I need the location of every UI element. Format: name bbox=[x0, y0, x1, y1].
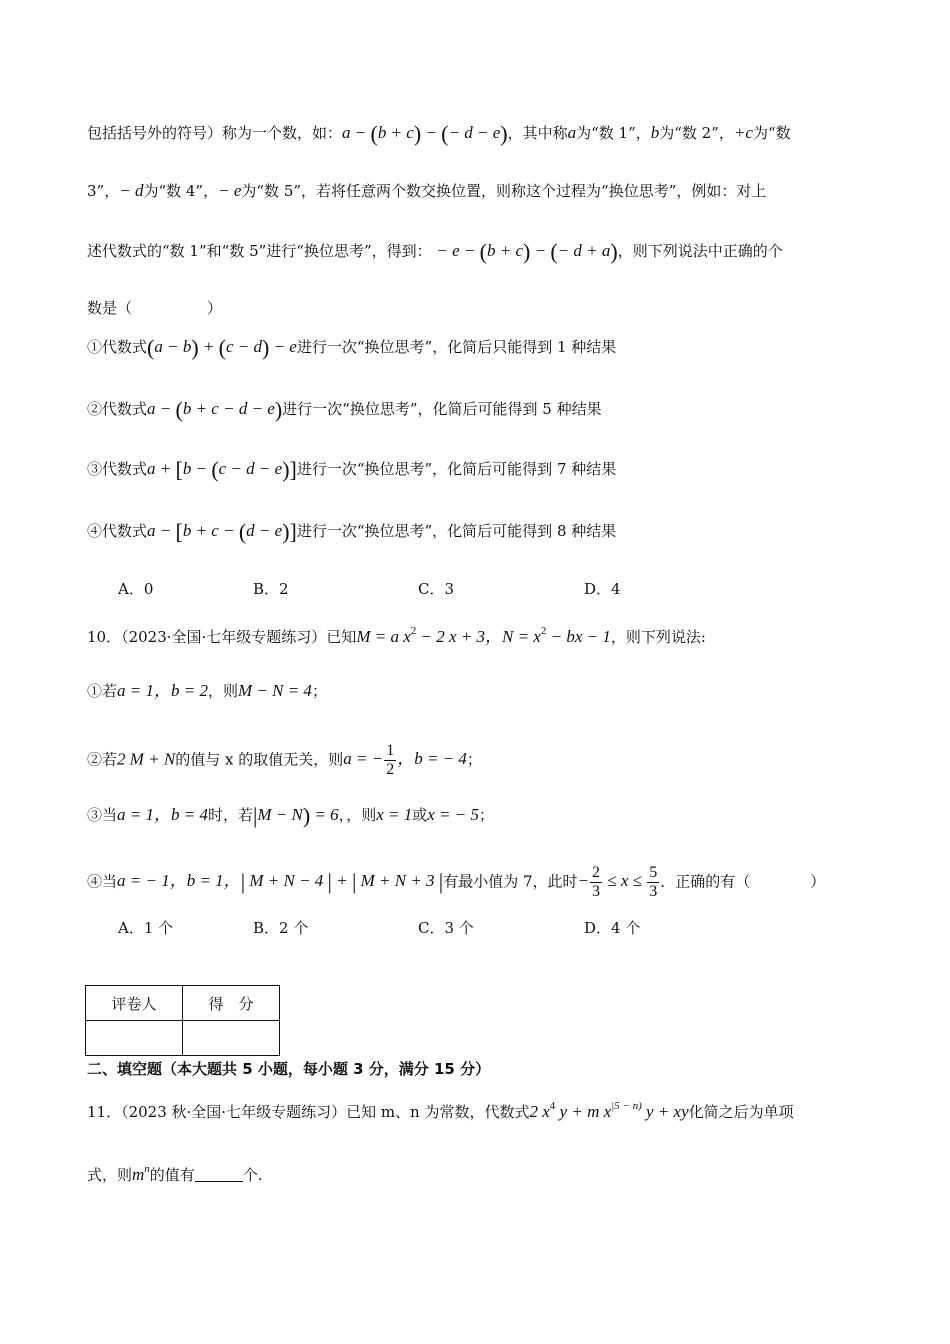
q9-text: 为“数 5”，若将任意两个数交换位置，则称这个过程为“换位思考”，例如：对上 bbox=[241, 182, 767, 200]
math-m-power-n: $m^n$ bbox=[132, 1163, 150, 1184]
q10-definitions: M = a $x^2 - 2$ x + 3，$N = x^2$ − bx − 1 bbox=[356, 625, 611, 646]
q9-text: 为“数 1”， bbox=[576, 124, 651, 142]
q11-head bbox=[87, 1095, 867, 1123]
statement-prefix: ③当 bbox=[87, 806, 118, 824]
q9-text: ，则下列说法中正确的个 bbox=[617, 242, 783, 260]
statement-result: x = 1 bbox=[376, 805, 413, 824]
q9-text: 为“数 2”， bbox=[659, 124, 734, 142]
statement-suffix: 进行一次“换位思考”，化简后可能得到 5 种结果 bbox=[282, 400, 602, 418]
q9-statement-3 bbox=[87, 458, 867, 481]
statement-suffix: 进行一次“换位思考”，化简后可能得到 8 种结果 bbox=[296, 522, 617, 540]
statement-result: x = − 5 bbox=[427, 805, 480, 824]
score-table bbox=[85, 985, 280, 1056]
q9-text: 3”， bbox=[87, 182, 120, 200]
math-minus-d: − d bbox=[119, 181, 144, 200]
q11-expression: 2 $x^4$ y + m $x^{|5 - n)}$ y + xy bbox=[529, 1100, 689, 1121]
q10-text: 10．（2023·全国·七年级专题练习）已知 bbox=[87, 628, 357, 646]
q9-line-4: 数是（ ） bbox=[87, 299, 223, 317]
q9-statement-4 bbox=[87, 520, 867, 543]
q11-line-2 bbox=[87, 1158, 867, 1186]
q10-head bbox=[87, 620, 867, 648]
statement-prefix: ①代数式 bbox=[87, 338, 148, 356]
statement-suffix: 进行一次“换位思考”，化简后只能得到 1 种结果 bbox=[296, 338, 617, 356]
math-a: a bbox=[567, 123, 577, 142]
q9-swapped-expression: − e − (b + c) − (− d + a) bbox=[436, 239, 618, 264]
statement-condition: a = − 1，b = 1，| M + N − 4 | + | M + N + 3 | bbox=[117, 869, 444, 895]
statement-text: 时，若 bbox=[207, 806, 253, 824]
statement-text: ，则 bbox=[346, 806, 377, 824]
math-minus-e: − e bbox=[218, 181, 242, 200]
q11-text: 的值有 bbox=[149, 1166, 195, 1184]
q9-line-3 bbox=[87, 240, 867, 263]
statement-expression: 2 M + N bbox=[117, 749, 176, 769]
q9-line-2 bbox=[87, 180, 867, 202]
score-table-header-score: 得 分 bbox=[183, 986, 280, 1021]
statement-expression: a + [b − (c − d − e)] bbox=[147, 457, 297, 482]
statement-suffix: 进行一次“换位思考”，化简后可能得到 7 种结果 bbox=[296, 460, 617, 478]
statement-text: 或 bbox=[412, 806, 428, 824]
q10-statement-1: ①若a = 1，b = 2，则M − N = 4； bbox=[87, 681, 327, 700]
score-table-grader-cell[interactable] bbox=[86, 1021, 183, 1056]
q10-option-b[interactable]: B．2 个 bbox=[253, 919, 309, 937]
statement-prefix: ①若 bbox=[87, 682, 118, 700]
q11-text: 化简之后为单项 bbox=[688, 1103, 794, 1121]
q9-option-c[interactable]: C．3 bbox=[418, 580, 455, 598]
q9-text: 为“数 bbox=[752, 124, 791, 142]
statement-result: M − N = 4 bbox=[237, 681, 312, 700]
q11-text: 11．（2023 秋·全国·七年级专题练习）已知 m、n 为常数，代数式 bbox=[87, 1103, 530, 1121]
statement-result: a = − $\frac{1}{2}$ ，b = − 4 bbox=[343, 742, 467, 778]
statement-condition: a = 1，b = 4 bbox=[117, 805, 208, 824]
q9-example-expression: a − (b + c) − (− d − e) bbox=[342, 121, 508, 146]
q9-option-b[interactable]: B．2 bbox=[253, 580, 289, 598]
statement-text: 有最小值为 7，此时 bbox=[443, 872, 578, 891]
q10-statement-4 bbox=[87, 864, 867, 901]
q9-statement-2 bbox=[87, 398, 867, 421]
math-plus-c: +c bbox=[733, 123, 753, 142]
q9-option-d[interactable]: D．4 bbox=[584, 580, 621, 598]
q10-text: ，则下列说法: bbox=[610, 628, 706, 646]
statement-prefix: ③代数式 bbox=[87, 460, 148, 478]
q10-statement-3: ③当a = 1，b = 4时，若|M − N) = 6，，则x = 1或x = − 5； bbox=[87, 803, 495, 828]
q10-option-a[interactable]: A．1 个 bbox=[118, 919, 174, 937]
statement-suffix: ．正确的有（ ） bbox=[660, 872, 826, 891]
score-table-header-grader: 评卷人 bbox=[86, 986, 183, 1021]
statement-prefix: ②若 bbox=[87, 750, 118, 769]
statement-prefix: ④当 bbox=[87, 872, 118, 891]
q9-text: ，其中称 bbox=[507, 124, 568, 142]
statement-expression: a − [b + c − (d − e)] bbox=[147, 519, 297, 544]
q9-statement-1 bbox=[87, 336, 867, 359]
q11-text: 个. bbox=[242, 1166, 263, 1184]
statement-prefix: ④代数式 bbox=[87, 522, 148, 540]
q11-text: 式，则 bbox=[87, 1166, 133, 1184]
math-b: b bbox=[650, 123, 660, 142]
statement-expression: a − (b + c − d − e) bbox=[147, 397, 283, 422]
q9-option-a[interactable]: A．0 bbox=[118, 580, 154, 598]
q10-option-c[interactable]: C．3 个 bbox=[418, 919, 474, 937]
q9-text: 述代数式的“数 1”和“数 5”进行“换位思考”，得到： bbox=[87, 242, 432, 260]
statement-prefix: ②代数式 bbox=[87, 400, 148, 418]
statement-condition: a = 1，b = 2 bbox=[117, 681, 208, 700]
score-table-score-cell[interactable] bbox=[183, 1021, 280, 1056]
statement-text: ，则 bbox=[207, 682, 238, 700]
q9-text: 包括括号外的符号）称为一个数，如： bbox=[87, 124, 343, 142]
statement-expression: (a − b) + (c − d) − e bbox=[147, 335, 297, 360]
statement-expression: |M − N) = 6 bbox=[252, 803, 339, 828]
section-2-heading: 二、填空题（本大题共 5 小题，每小题 3 分，满分 15 分） bbox=[87, 1060, 491, 1078]
answer-blank[interactable] bbox=[195, 1167, 243, 1182]
statement-result: − $\frac{2}{3}$ ≤ x ≤ $\frac{5}{3}$ bbox=[577, 864, 658, 900]
q10-option-d[interactable]: D．4 个 bbox=[584, 919, 641, 937]
statement-text: 的值与 x 的取值无关，则 bbox=[175, 750, 344, 769]
q9-text: 为“数 4”， bbox=[143, 182, 219, 200]
q9-line-1 bbox=[87, 122, 867, 145]
q10-statement-2: ②若2 M + N的值与 x 的取值无关，则a = − $\frac{1}{2}$ ，b = − 4； bbox=[87, 742, 482, 778]
